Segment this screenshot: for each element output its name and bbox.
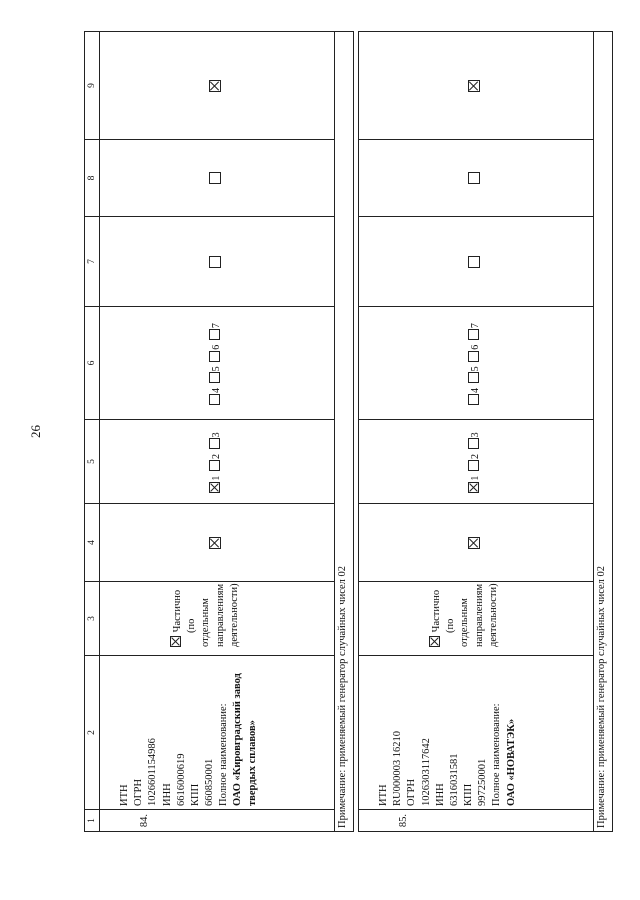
partial-option xyxy=(429,585,444,647)
org-line: 1026601154986 xyxy=(147,738,159,806)
column-number: 8 xyxy=(85,140,100,217)
org-line: 6316031581 xyxy=(448,753,460,806)
partial-detail: деятельности) xyxy=(228,583,240,647)
empty-checkbox-icon[interactable] xyxy=(468,256,480,268)
empty-checkbox-icon[interactable] xyxy=(468,460,479,471)
column-number: 9 xyxy=(85,32,100,140)
registry-table-sheet xyxy=(84,32,607,832)
column-number: 2 xyxy=(85,656,100,810)
page-number: 26 xyxy=(28,425,43,438)
table-row xyxy=(359,32,594,832)
col8-cell xyxy=(100,140,335,217)
checked-checkbox-icon[interactable] xyxy=(468,482,479,493)
partial-detail: отдельным xyxy=(200,598,212,647)
empty-checkbox-icon[interactable] xyxy=(468,372,479,383)
col4-cell xyxy=(359,504,594,582)
option-label: 7 xyxy=(470,323,482,329)
option-label: 4 xyxy=(211,387,223,393)
partial-cell xyxy=(359,582,594,656)
partial-option xyxy=(170,585,185,647)
org-line: КПП xyxy=(189,783,201,806)
org-line: КПП xyxy=(463,783,475,806)
org-line: 997250001 xyxy=(477,758,489,806)
column-number: 7 xyxy=(85,217,100,307)
empty-checkbox-icon[interactable] xyxy=(468,394,479,405)
organization-details xyxy=(359,656,594,810)
option-label: 6 xyxy=(211,344,223,350)
org-line: ОГРН xyxy=(133,778,145,806)
org-line: Полное наименование: xyxy=(491,703,503,806)
note-row xyxy=(594,32,613,832)
org-line: 660850001 xyxy=(204,758,216,806)
option-label: 2 xyxy=(211,454,223,459)
col5-cell xyxy=(359,420,594,504)
col8-cell xyxy=(359,140,594,217)
partial-detail: направлениям xyxy=(214,583,226,647)
org-line: 1026303117642 xyxy=(420,738,432,806)
checked-checkbox-icon[interactable] xyxy=(209,482,220,493)
column-number: 1 xyxy=(85,810,100,832)
empty-checkbox-icon[interactable] xyxy=(468,351,479,362)
col9-cell xyxy=(359,32,594,140)
org-full-name: ОАО «НОВАТЭК» xyxy=(505,718,517,806)
partial-detail: (по xyxy=(186,618,198,633)
note-row xyxy=(335,32,354,832)
col6-cell xyxy=(100,307,335,420)
option-label: 7 xyxy=(211,323,223,329)
org-line: ИНН xyxy=(434,783,446,806)
empty-checkbox-icon[interactable] xyxy=(209,329,220,340)
partial-detail: направлениям xyxy=(473,583,485,647)
col9-cell xyxy=(100,32,335,140)
org-line: ОГРН xyxy=(406,778,418,806)
row-number: 85. xyxy=(359,810,594,832)
org-line: RU000003 16210 xyxy=(392,731,404,806)
partial-detail: деятельности) xyxy=(487,583,499,647)
partial-label: Частично xyxy=(431,589,442,633)
checked-checkbox-icon[interactable] xyxy=(468,80,480,92)
option-label: 1 xyxy=(211,475,223,481)
partial-cell xyxy=(100,582,335,656)
checked-checkbox-icon[interactable] xyxy=(209,537,221,549)
empty-checkbox-icon[interactable] xyxy=(209,256,221,268)
registry-table xyxy=(84,31,613,832)
column-number: 3 xyxy=(85,582,100,656)
option-label: 1 xyxy=(470,475,482,481)
empty-checkbox-icon[interactable] xyxy=(209,394,220,405)
checked-checkbox-icon[interactable] xyxy=(170,636,181,647)
empty-checkbox-icon[interactable] xyxy=(209,351,220,362)
empty-checkbox-icon[interactable] xyxy=(209,372,220,383)
column-number-row xyxy=(85,32,100,832)
option-label: 3 xyxy=(211,432,223,438)
partial-label: Частично xyxy=(172,589,183,633)
col4-cell xyxy=(100,504,335,582)
partial-detail: отдельным xyxy=(459,598,471,647)
option-label: 2 xyxy=(470,454,482,459)
org-full-name: твердых сплавов» xyxy=(246,720,258,806)
option-label: 4 xyxy=(470,387,482,393)
row-number: 84. xyxy=(100,810,335,832)
empty-checkbox-icon[interactable] xyxy=(209,173,221,185)
option-label: 5 xyxy=(470,366,482,372)
organization-details xyxy=(100,656,335,810)
checked-checkbox-icon[interactable] xyxy=(429,636,440,647)
org-line: ИНН xyxy=(161,783,173,806)
org-line: Полное наименование: xyxy=(218,703,230,806)
option-label: 5 xyxy=(211,366,223,372)
empty-checkbox-icon[interactable] xyxy=(468,438,479,449)
empty-checkbox-icon[interactable] xyxy=(468,329,479,340)
org-line: 6616000619 xyxy=(175,753,187,806)
col7-cell xyxy=(359,217,594,307)
checked-checkbox-icon[interactable] xyxy=(209,80,221,92)
col6-cell xyxy=(359,307,594,420)
empty-checkbox-icon[interactable] xyxy=(468,173,480,185)
empty-checkbox-icon[interactable] xyxy=(209,460,220,471)
empty-checkbox-icon[interactable] xyxy=(209,438,220,449)
column-number: 6 xyxy=(85,307,100,420)
org-full-name: ОАО «Кировградский завод xyxy=(232,673,244,806)
option-label: 3 xyxy=(470,432,482,438)
table-row xyxy=(100,32,335,832)
col7-cell xyxy=(100,217,335,307)
option-label: 6 xyxy=(470,344,482,350)
note-text: Примечание: применяемый генератор случайных чисел 02 xyxy=(594,32,613,832)
partial-detail: (по xyxy=(445,618,457,633)
org-line: ИТН xyxy=(119,784,130,806)
note-text: Примечание: применяемый генератор случайных чисел 02 xyxy=(335,32,354,832)
column-number: 5 xyxy=(85,420,100,504)
checked-checkbox-icon[interactable] xyxy=(468,537,480,549)
column-number: 4 xyxy=(85,504,100,582)
col5-cell xyxy=(100,420,335,504)
org-line: ИТН xyxy=(378,784,389,806)
